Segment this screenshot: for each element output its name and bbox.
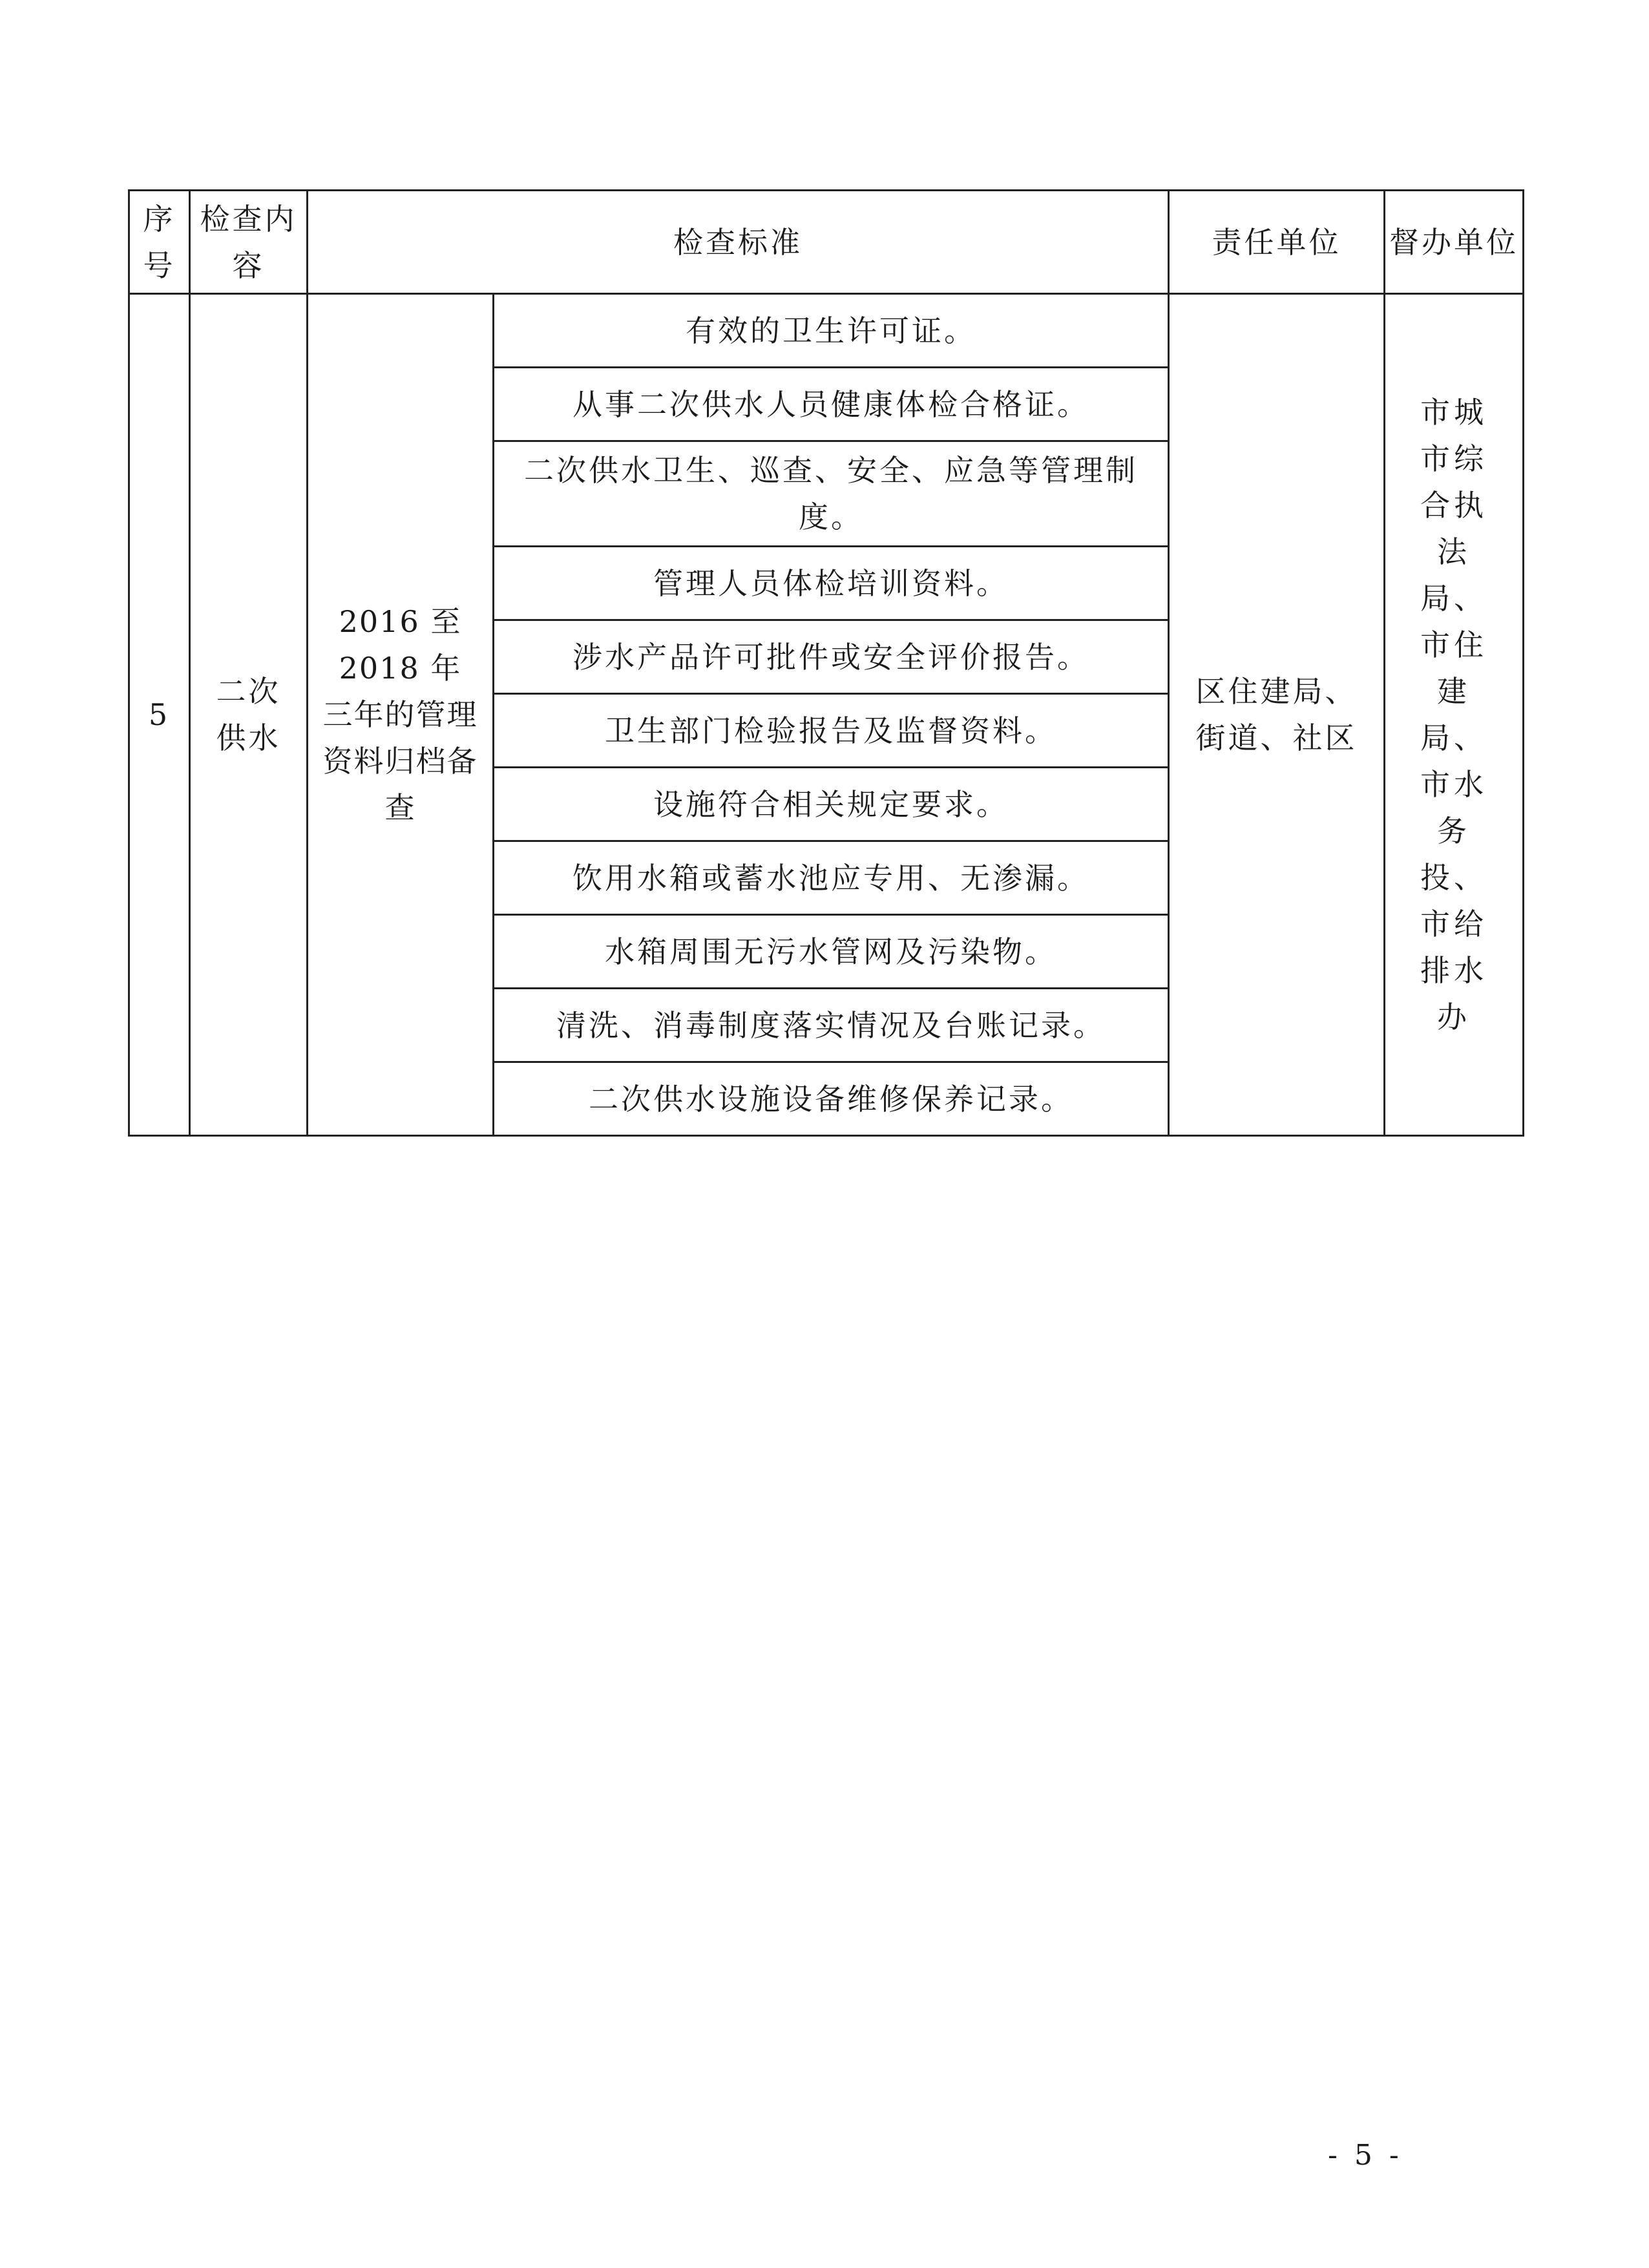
standard-cell: 从事二次供水人员健康体检合格证。 (494, 368, 1169, 441)
standard-cell: 卫生部门检验报告及监督资料。 (494, 694, 1169, 768)
header-responsible: 责任单位 (1169, 191, 1385, 294)
header-standard: 检查标准 (308, 191, 1169, 294)
standard-cell: 涉水产品许可批件或安全评价报告。 (494, 620, 1169, 694)
row-seq-cell: 5 (129, 294, 190, 1136)
table-header-row (129, 191, 1524, 294)
standard-cell: 二次供水卫生、巡查、安全、应急等管理制度。 (494, 441, 1169, 547)
standard-cell: 管理人员体检培训资料。 (494, 547, 1169, 620)
table-row (129, 294, 1524, 368)
standard-cell: 二次供水设施设备维修保养记录。 (494, 1062, 1169, 1136)
row-supervisor-cell: 市城市综合执法局、市住建局、市水务投、市给排水办 (1385, 294, 1524, 1136)
inspection-table (128, 189, 1524, 1137)
header-supervisor: 督办单位 (1385, 191, 1524, 294)
standard-cell: 有效的卫生许可证。 (494, 294, 1169, 368)
standard-cell: 设施符合相关规定要求。 (494, 768, 1169, 841)
standard-cell: 水箱周围无污水管网及污染物。 (494, 915, 1169, 989)
standard-cell: 清洗、消毒制度落实情况及台账记录。 (494, 989, 1169, 1062)
row-item-cell: 二次供水 (190, 294, 308, 1136)
header-item: 检查内容 (190, 191, 308, 294)
page-number: - 5 - (1328, 2139, 1403, 2172)
standard-cell: 饮用水箱或蓄水池应专用、无渗漏。 (494, 841, 1169, 915)
header-seq: 序号 (129, 191, 190, 294)
row-responsible-cell: 区住建局、街道、社区 (1169, 294, 1385, 1136)
row-period-cell: 2016 至 2018 年 三年的管理资料归档备查 (308, 294, 494, 1136)
